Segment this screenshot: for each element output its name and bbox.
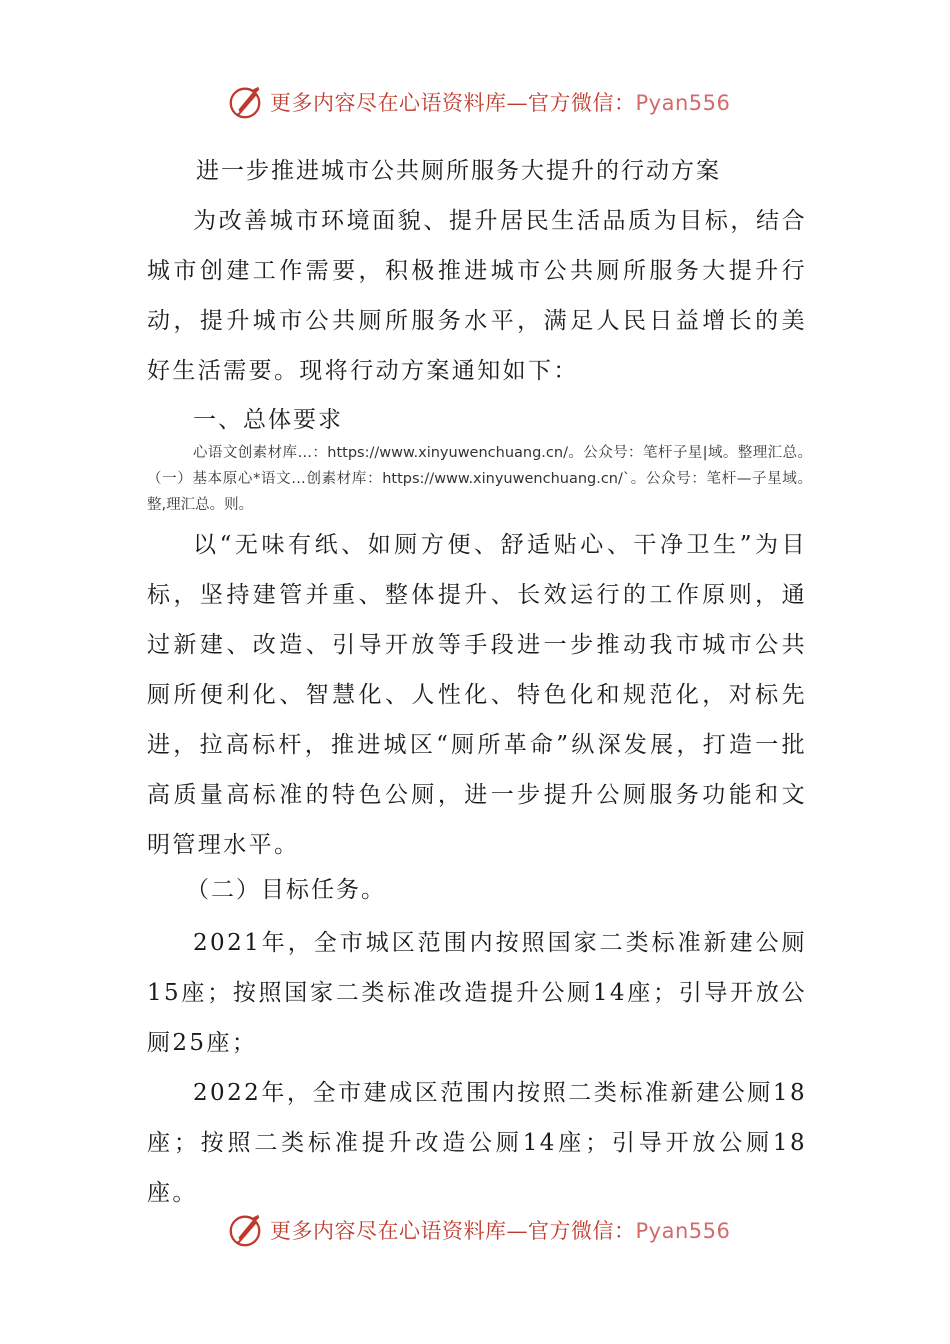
task-2022-paragraph: 2022年，全市建成区范围内按照二类标准新建公厕18座；按照二类标准提升改造公厕14座；引导开放公厕18座。 — [147, 1080, 807, 1206]
section-heading-general-requirements: 一、总体要求 — [193, 407, 343, 433]
intro-paragraph: 为改善城市环境面貌、提升居民生活品质为目标，结合城市创建工作需要，积极推进城市公共厕所服务大提升行动，提升城市公共厕所服务水平，满足人民日益增长的美好生活需要。现将行动方案通知如下： — [147, 208, 807, 384]
banner-wechat-id: Pyan556 — [635, 91, 731, 115]
task-2021-paragraph: 2021年，全市城区范围内按照国家二类标准新建公厕15座；按照国家二类标准改造提升公厕14座；引导开放公厕25座； — [147, 930, 807, 1056]
pen-nib-logo-icon — [226, 1211, 264, 1249]
footer-watermark-banner — [226, 1208, 746, 1252]
banner-text: 更多内容尽在心语资料库—官方微信：Pyan556 — [270, 1219, 731, 1243]
subsection-heading-targets: （二）目标任务。 — [186, 877, 386, 903]
watermark-source-note: 心语文创素材库…：https://www.xinyuwenchuang.cn/。公众号：笔杆子星|域。整理汇总。（一）基本原心*语文…创素材库：https://www.xinyuwenchuang.cn/`。公众号：笔杆—子星域。整,理汇总。则。 — [147, 445, 812, 513]
banner-wechat-id: Pyan556 — [635, 1219, 731, 1243]
banner-text: 更多内容尽在心语资料库—官方微信：Pyan556 — [270, 91, 731, 115]
document-title: 进一步推进城市公共厕所服务大提升的行动方案 — [196, 158, 721, 184]
goal-paragraph: 以“无味有纸、如厕方便、舒适贴心、干净卫生”为目标，坚持建管并重、整体提升、长效运行的工作原则，通过新建、改造、引导开放等手段进一步推动我市城市公共厕所便利化、智慧化、人性化、特色化和规范化，对标先进，拉高标杆，推进城区“厕所革命”纵深发展，打造一批高质量高标准的特色公厕，进一步提升公厕服务功能和文明管理水平。 — [147, 532, 807, 858]
pen-nib-logo-icon — [226, 83, 264, 121]
header-watermark-banner — [226, 80, 746, 124]
